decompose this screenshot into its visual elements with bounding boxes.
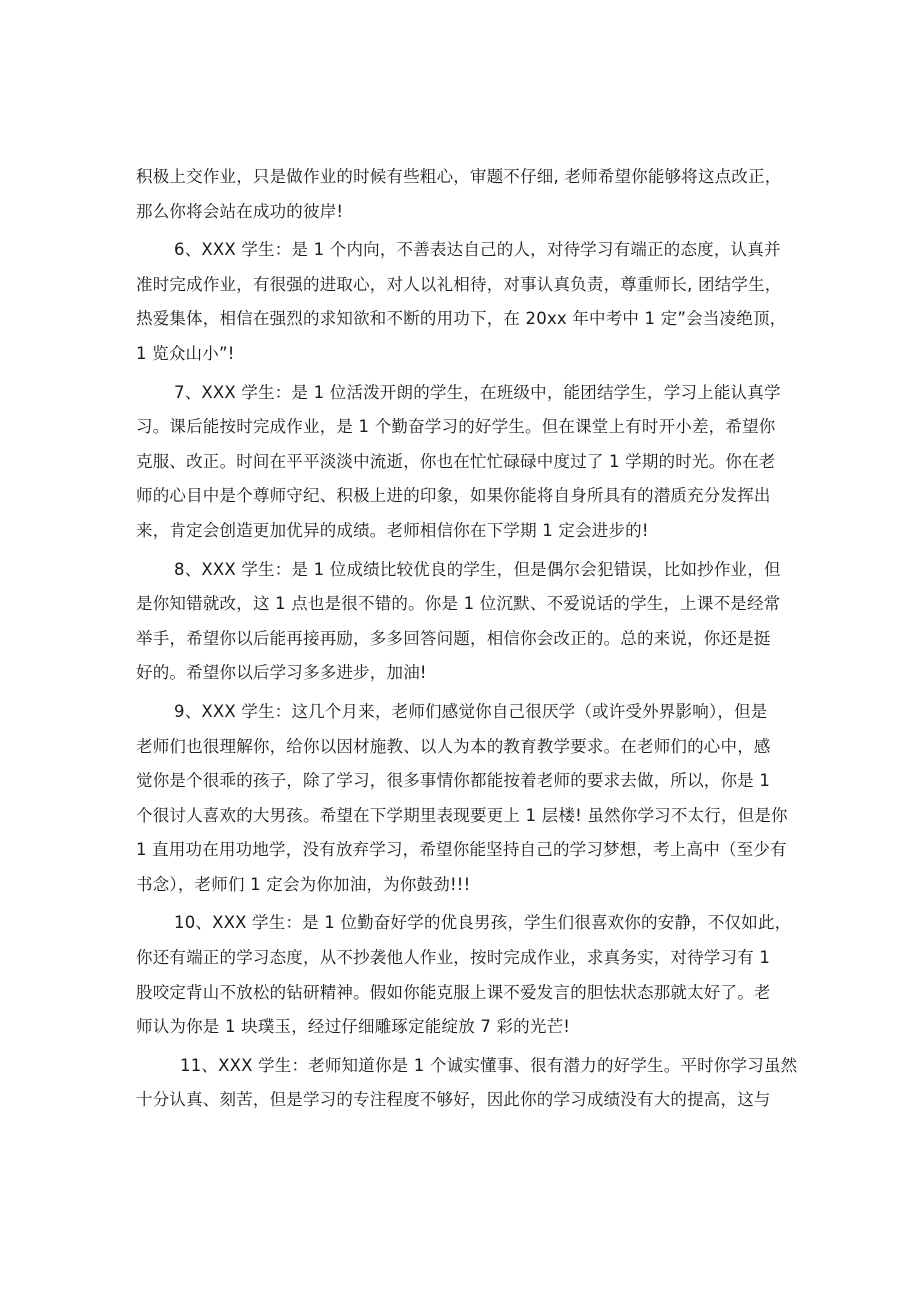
text-line: 10、XXX 学生：是 1 位勤奋好学的优良男孩，学生们很喜欢你的安静，不仅如此， xyxy=(174,913,792,933)
text-line: 积极上交作业，只是做作业的时候有些粗心，审题不仔细, 老师希望你能够将这点改正， xyxy=(136,167,782,186)
paragraph-student-9 xyxy=(136,695,790,903)
text-line: 热爱集体，相信在强烈的求知欲和不断的用功下，在 20xx 年中考中 1 定”会当凌绝顶， xyxy=(136,309,787,329)
paragraph-student-11 xyxy=(136,1049,798,1118)
text-line: 1 览众山小”! xyxy=(136,343,235,363)
text-line: 师的心目中是个尊师守纪、积极上进的印象，如果你能将自身所具有的潜质充分发挥出 xyxy=(136,486,771,506)
text-line: 那么你将会站在成功的彼岸! xyxy=(136,201,344,221)
paragraph-continuation xyxy=(136,160,790,229)
text-line: 是你知错就改，这 1 点也是很不错的。你是 1 位沉默、不爱说话的学生，上课不是经常 xyxy=(136,594,781,614)
text-line: 师认为你是 1 块璞玉，经过仔细雕琢定能绽放 7 彩的光芒! xyxy=(136,1017,571,1037)
text-line: 8、XXX 学生：是 1 位成绩比较优良的学生，但是偶尔会犯错误，比如抄作业，但 xyxy=(174,559,781,579)
text-line: 7、XXX 学生：是 1 位活泼开朗的学生，在班级中，能团结学生，学习上能认真学 xyxy=(174,382,781,402)
text-line: 准时完成作业，有很强的进取心，对人以礼相待，对事认真负责，尊重师长, 团结学生， xyxy=(136,274,782,294)
text-line: 十分认真、刻苦，但是学习的专注程度不够好，因此你的学习成绩没有大的提高，这与 xyxy=(136,1090,771,1110)
text-line: 个很讨人喜欢的大男孩。希望在下学期里表现要更上 1 层楼! 虽然你学习不太行，但是你 xyxy=(136,805,788,825)
text-line: 书念），老师们 1 定会为你加油，为你鼓劲!!! xyxy=(136,874,471,894)
text-line: 习。课后能按时完成作业，是 1 个勤奋学习的好学生。但在课堂上有时开小差，希望你 xyxy=(136,417,776,437)
text-line: 你还有端正的学习态度，从不抄袭他人作业，按时完成作业，求真务实，对待学习有 1 xyxy=(136,948,771,968)
text-line: 11、XXX 学生：老师知道你是 1 个诚实懂事、很有潜力的好学生。平时你学习虽然 xyxy=(180,1055,798,1075)
text-line: 好的。希望你以后学习多多进步，加油! xyxy=(136,663,427,683)
text-line: 9、XXX 学生：这几个月来，老师们感觉你自己很厌学（或许受外界影响），但是 xyxy=(174,701,768,721)
paragraph-student-7 xyxy=(136,376,790,549)
paragraph-student-10 xyxy=(136,906,790,1044)
text-line: 6、XXX 学生：是 1 个内向，不善表达自己的人，对待学习有端正的态度，认真并 xyxy=(174,240,781,260)
paragraph-student-6 xyxy=(136,233,790,371)
text-line: 1 直用功在用功地学，没有放弃学习，希望你能坚持自己的学习梦想，考上高中（至少有 xyxy=(136,840,787,860)
paragraph-student-8 xyxy=(136,553,790,691)
text-line: 举手，希望你以后能再接再励，多多回答问题，相信你会改正的。总的来说，你还是挺 xyxy=(136,628,771,648)
text-line: 股咬定背山不放松的钻研精神。假如你能克服上课不爱发言的胆怯状态那就太好了。老 xyxy=(136,982,771,1002)
text-line: 觉你是个很乖的孩子，除了学习，很多事情你都能按着老师的要求去做，所以，你是 1 xyxy=(136,771,771,791)
text-line: 老师们也很理解你，给你以因材施教、以人为本的教育教学要求。在老师们的心中，感 xyxy=(136,736,771,756)
text-line: 克服、改正。时间在平平淡淡中流逝，你也在忙忙碌碌中度过了 1 学期的时光。你在老 xyxy=(136,451,776,471)
text-line: 来，肯定会创造更加优异的成绩。老师相信你在下学期 1 定会进步的! xyxy=(136,520,649,540)
document-body xyxy=(136,160,798,1118)
